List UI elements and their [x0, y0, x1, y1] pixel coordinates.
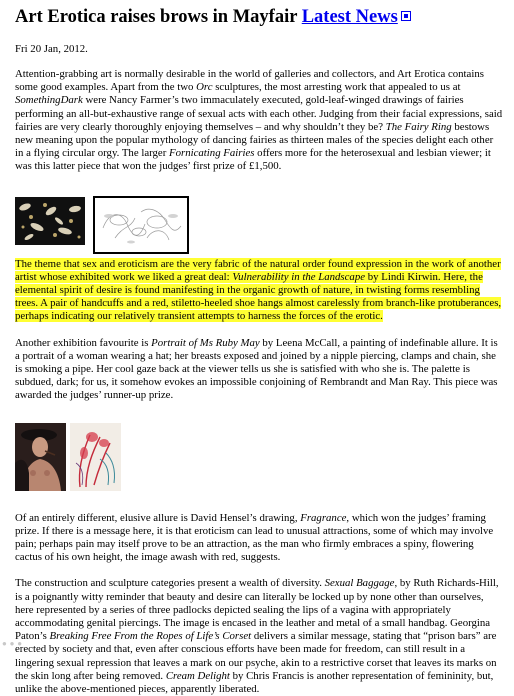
portrait-ruby-may-image[interactable] [15, 423, 66, 491]
fragrance-image[interactable] [70, 423, 121, 491]
fornicating-fairies-image[interactable] [93, 196, 189, 254]
paragraph-1: Attention-grabbing art is normally desirable in the world of galleries and collectors, and Art Erotica contains some good examples. Apart from the two Orc sculptures, the most arresting work that appealed to us at SomethingDark were Nancy Farmer’s two immaculately executed, gold-leaf-winged drawings of fairies performing an all-but-exhaustive range of sexual acts with each other. Judging from their facial expressions, said fairies are very clearly thoroughly enjoying themselves – and why shouldn’t they be? The Fairy Ring bestows new meaning upon the popular mythology of dancing fairies as thirteen males of the species delight each other in a flying circular orgy. The larger Fornicating Fairies offers more for the heterosexual and lesbian viewer; it was this latter piece that won the judges’ first prize of £1,500. [15, 68, 503, 173]
image-row-2 [15, 423, 503, 499]
article-header [15, 6, 503, 28]
rss-icon[interactable] [401, 11, 411, 21]
paragraph-3: Another exhibition favourite is Portrait of Ms Ruby May by Leena McCall, a painting of indefinable allure. It is a portrait of a woman wearing a hat; her breasts exposed and joined by a nipple piercing, clamps and chain, she is smoking a pipe. Her cool gaze back at the viewer tells us she is satisfied with who she is. The palette is subdued, dark; for us, it somehow evokes an impossible conjoining of Rembrandt and Man Ray. This piece was awarded the judges’ runner-up prize. [15, 336, 498, 402]
article-title: Art Erotica raises brows in Mayfair [15, 7, 298, 27]
image-row-1 [15, 196, 503, 258]
watermark: ● ● ● [2, 639, 23, 648]
paragraph-4: Of an entirely different, elusive allure is David Hensel’s drawing, Fragrance, which won the judges’ framing prize. If there is a message here, it is that eroticism can lead to unusual attractions, some of which may involve pain; perhaps pain may itself prove to be an attraction, as the man who firmly embraces a spiny, flowering cactus of his own height, the image awash with red, suggests. [15, 511, 494, 564]
paragraph-5: The construction and sculpture categories present a wealth of diversity. Sexual Baggage, by Ruth Richards-Hill, is a poignantly witty reminder that beauty and desire can literally be locked up by none other than ourselves, here represented by a series of three padlocks depicted sealing the lips of a vagina with appropriately accommodating genital piercings. The image is encased in the leather and metal of a small handbag. Georgina Paton’s Breaking Free From the Ropes of Life’s Corset delivers a similar message, stating that “prison bars” are erected by society and that, even after conscious efforts have been made for freedom, can still result in a lingering sexual repression that leaves a mark on our psyche, akin to a restrictive corset that leaves its marks on the skin long after being removed. Cream Delight by Chris Francis is another representation of femininity, but, unlike the above-mentioned pieces, apparently liberated. [15, 577, 499, 696]
article [15, 6, 503, 696]
highlighted-text: The theme that sex and eroticism are the very fabric of the natural order found expression in the work of another artist whose exhibited work we liked a great deal: Vulnerability in the Landscape by Lindi Kirwin. Here, the elemental spirit of desire is found manifesting in the organic growth of nature, in twisting forms resembling trees. A pair of handcuffs and a red, stiletto-heeled shoe hangs almost carelessly from branch-like protuberances, perhaps indicating our relatively transient attempts to harness the forces of the erotic. [15, 257, 502, 323]
paragraph-2 [15, 258, 503, 324]
fairy-ring-image[interactable] [15, 197, 85, 245]
article-date: Fri 20 Jan, 2012. [15, 43, 88, 55]
latest-news-link[interactable]: Latest News [301, 7, 398, 27]
